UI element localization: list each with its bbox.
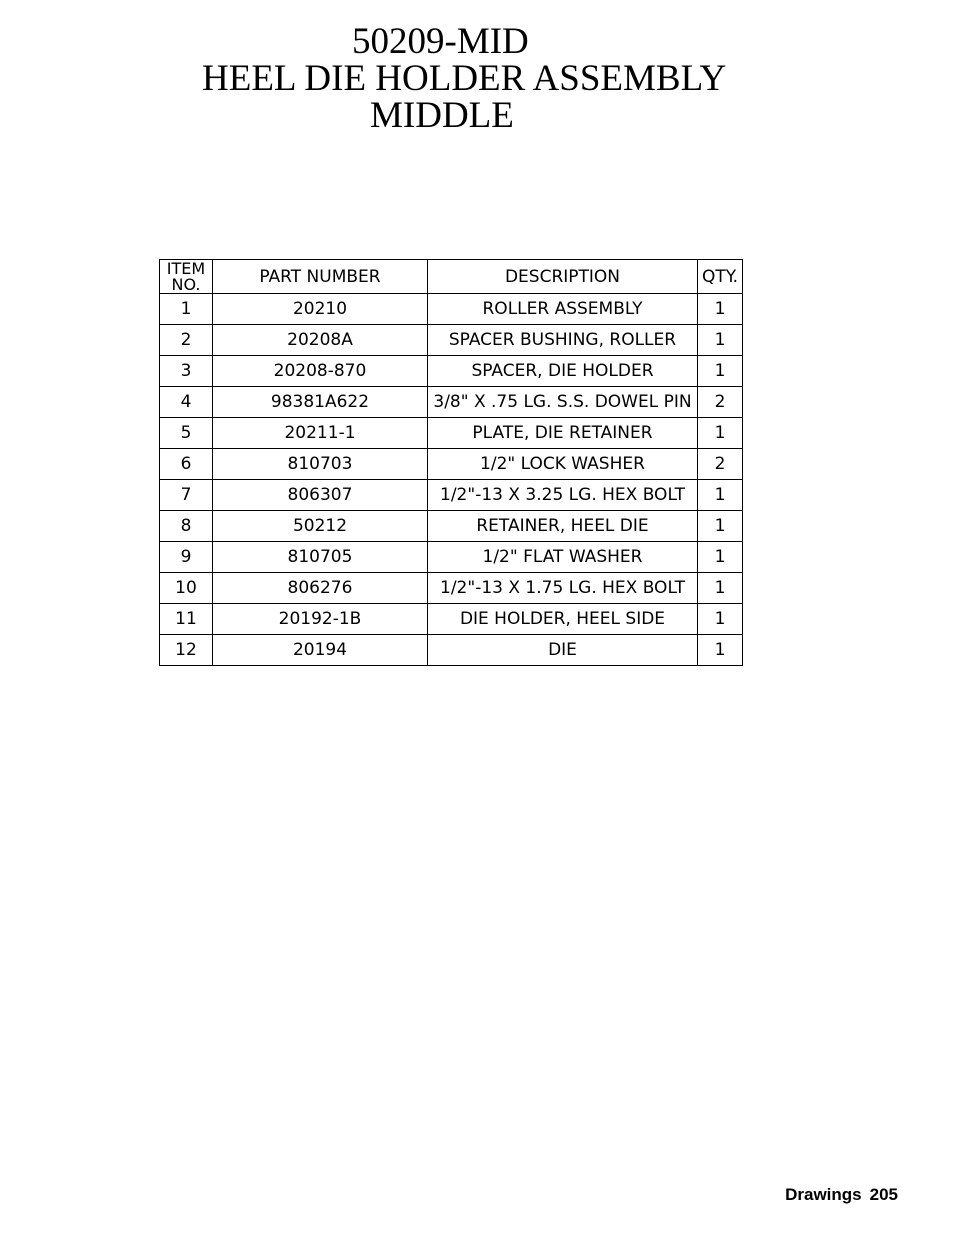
cell-item-no: 3 (160, 356, 213, 387)
table-row (160, 635, 743, 666)
table-row (160, 542, 743, 573)
cell-qty: 1 (698, 418, 743, 449)
cell-qty: 2 (698, 387, 743, 418)
assembly-position: MIDDLE (370, 95, 514, 136)
cell-part-number: 806307 (213, 480, 428, 511)
cell-description: 1/2" LOCK WASHER (428, 449, 698, 480)
cell-part-number: 20208A (213, 325, 428, 356)
header-part-number: PART NUMBER (213, 260, 428, 294)
cell-qty: 1 (698, 542, 743, 573)
cell-description: 1/2"-13 X 1.75 LG. HEX BOLT (428, 573, 698, 604)
header-item-no-line1: ITEM (166, 258, 206, 278)
cell-qty: 1 (698, 511, 743, 542)
cell-part-number: 20211-1 (213, 418, 428, 449)
cell-qty: 1 (698, 356, 743, 387)
cell-part-number: 20194 (213, 635, 428, 666)
cell-item-no: 1 (160, 294, 213, 325)
cell-description: RETAINER, HEEL DIE (428, 511, 698, 542)
cell-description: PLATE, DIE RETAINER (428, 418, 698, 449)
cell-description: SPACER BUSHING, ROLLER (428, 325, 698, 356)
cell-qty: 1 (698, 573, 743, 604)
bill-of-materials-table (159, 259, 743, 666)
cell-qty: 1 (698, 325, 743, 356)
cell-qty: 2 (698, 449, 743, 480)
table-row (160, 604, 743, 635)
cell-item-no: 2 (160, 325, 213, 356)
header-qty: QTY. (698, 260, 743, 294)
cell-part-number: 806276 (213, 573, 428, 604)
cell-qty: 1 (698, 294, 743, 325)
header-item-no (160, 260, 213, 294)
header-row (160, 260, 743, 294)
table-row (160, 356, 743, 387)
header-item-no-line2: NO. (171, 274, 201, 294)
page-number: 205 (869, 1185, 898, 1204)
cell-item-no: 10 (160, 573, 213, 604)
cell-item-no: 8 (160, 511, 213, 542)
cell-part-number: 20210 (213, 294, 428, 325)
table-row (160, 573, 743, 604)
assembly-name: HEEL DIE HOLDER ASSEMBLY (202, 58, 727, 99)
cell-part-number: 50212 (213, 511, 428, 542)
table-row (160, 418, 743, 449)
cell-description: ROLLER ASSEMBLY (428, 294, 698, 325)
cell-description: 1/2" FLAT WASHER (428, 542, 698, 573)
cell-qty: 1 (698, 635, 743, 666)
header-description: DESCRIPTION (428, 260, 698, 294)
cell-description: DIE (428, 635, 698, 666)
cell-item-no: 12 (160, 635, 213, 666)
table-row (160, 294, 743, 325)
cell-description: 3/8" X .75 LG. S.S. DOWEL PIN (428, 387, 698, 418)
cell-part-number: 98381A622 (213, 387, 428, 418)
table-row (160, 480, 743, 511)
footer-section-label: Drawings (785, 1185, 862, 1204)
table-header (160, 260, 743, 294)
cell-part-number: 20208-870 (213, 356, 428, 387)
assembly-number: 50209-MID (352, 21, 529, 62)
cell-description: DIE HOLDER, HEEL SIDE (428, 604, 698, 635)
cell-description: 1/2"-13 X 3.25 LG. HEX BOLT (428, 480, 698, 511)
cell-item-no: 6 (160, 449, 213, 480)
cell-part-number: 810703 (213, 449, 428, 480)
cell-qty: 1 (698, 480, 743, 511)
cell-part-number: 810705 (213, 542, 428, 573)
page-footer (785, 1185, 898, 1205)
cell-item-no: 9 (160, 542, 213, 573)
table-row (160, 387, 743, 418)
cell-part-number: 20192-1B (213, 604, 428, 635)
cell-description: SPACER, DIE HOLDER (428, 356, 698, 387)
table-row (160, 511, 743, 542)
table-row (160, 325, 743, 356)
cell-qty: 1 (698, 604, 743, 635)
cell-item-no: 11 (160, 604, 213, 635)
cell-item-no: 7 (160, 480, 213, 511)
cell-item-no: 4 (160, 387, 213, 418)
table-body (160, 294, 743, 666)
cell-item-no: 5 (160, 418, 213, 449)
table-row (160, 449, 743, 480)
